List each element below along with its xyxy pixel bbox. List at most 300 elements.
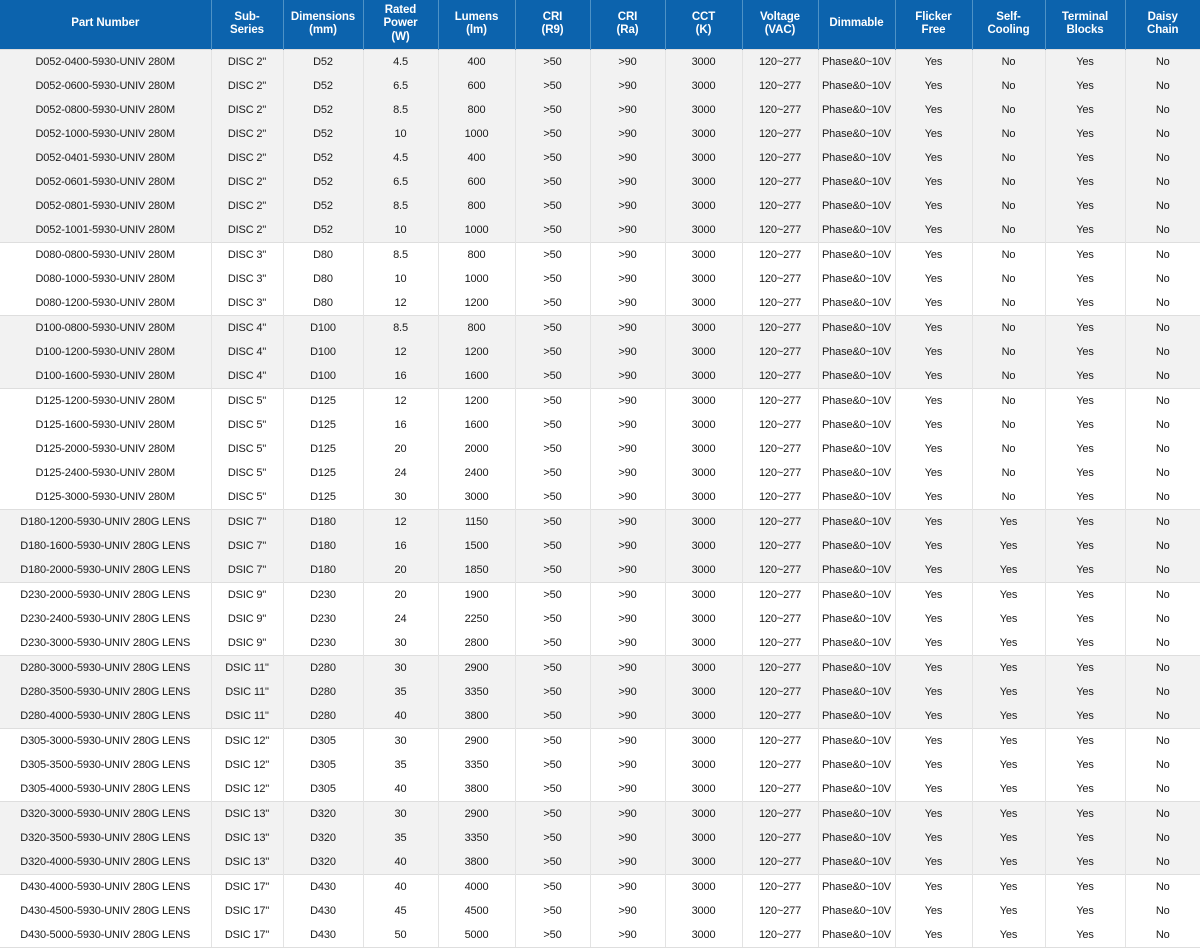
table-row[interactable] [0, 315, 1200, 340]
cell-voltage_vac: 120~277 [742, 242, 818, 267]
column-header-daisy_chain[interactable] [1125, 0, 1200, 49]
column-header-dimensions_mm[interactable] [283, 0, 363, 49]
cell-lumens_lm: 1150 [438, 509, 515, 534]
cell-part_number: D080-0800-5930-UNIV 280M [0, 242, 211, 267]
cell-self_cooling: No [972, 437, 1045, 461]
column-header-line: CRI [617, 10, 638, 23]
cell-lumens_lm: 800 [438, 194, 515, 218]
cell-daisy_chain: No [1125, 509, 1200, 534]
cell-dimensions_mm: D80 [283, 291, 363, 316]
cell-terminal_blocks: Yes [1045, 194, 1125, 218]
cell-voltage_vac: 120~277 [742, 850, 818, 875]
table-row[interactable] [0, 146, 1200, 170]
column-header-cct_k[interactable] [665, 0, 742, 49]
cell-cct_k: 3000 [665, 413, 742, 437]
cell-rated_power_w: 10 [363, 122, 438, 146]
cell-daisy_chain: No [1125, 874, 1200, 899]
table-row[interactable] [0, 461, 1200, 485]
table-row[interactable] [0, 509, 1200, 534]
cell-cri_r9: >50 [515, 218, 590, 243]
cell-cri_ra: >90 [590, 388, 665, 413]
cell-sub_series: DISC 5" [211, 413, 283, 437]
cell-dimmable: Phase&0~10V [818, 899, 895, 923]
cell-dimensions_mm: D280 [283, 680, 363, 704]
cell-lumens_lm: 1200 [438, 291, 515, 316]
table-row[interactable] [0, 194, 1200, 218]
table-row[interactable] [0, 437, 1200, 461]
cell-terminal_blocks: Yes [1045, 704, 1125, 729]
cell-terminal_blocks: Yes [1045, 777, 1125, 802]
cell-dimensions_mm: D52 [283, 146, 363, 170]
cell-dimensions_mm: D125 [283, 485, 363, 510]
cell-voltage_vac: 120~277 [742, 98, 818, 122]
table-row[interactable] [0, 49, 1200, 74]
cell-cri_r9: >50 [515, 534, 590, 558]
cell-terminal_blocks: Yes [1045, 631, 1125, 656]
cell-terminal_blocks: Yes [1045, 364, 1125, 389]
table-row[interactable] [0, 680, 1200, 704]
cell-dimmable: Phase&0~10V [818, 607, 895, 631]
column-header-part_number[interactable] [0, 0, 211, 49]
table-row[interactable] [0, 340, 1200, 364]
cell-sub_series: DISC 5" [211, 437, 283, 461]
table-row[interactable] [0, 826, 1200, 850]
cell-voltage_vac: 120~277 [742, 170, 818, 194]
column-header-voltage_vac[interactable] [742, 0, 818, 49]
table-row[interactable] [0, 923, 1200, 948]
cell-cct_k: 3000 [665, 437, 742, 461]
cell-cri_ra: >90 [590, 582, 665, 607]
cell-sub_series: DSIC 9" [211, 607, 283, 631]
cell-dimmable: Phase&0~10V [818, 340, 895, 364]
cell-dimmable: Phase&0~10V [818, 509, 895, 534]
cell-lumens_lm: 1000 [438, 218, 515, 243]
column-header-line: Terminal [1061, 10, 1109, 23]
cell-daisy_chain: No [1125, 582, 1200, 607]
column-header-line: (mm) [309, 24, 337, 37]
cell-flicker_free: Yes [895, 122, 972, 146]
cell-voltage_vac: 120~277 [742, 122, 818, 146]
table-row[interactable] [0, 582, 1200, 607]
cell-cri_ra: >90 [590, 874, 665, 899]
cell-sub_series: DISC 5" [211, 461, 283, 485]
cell-dimmable: Phase&0~10V [818, 49, 895, 74]
cell-lumens_lm: 600 [438, 170, 515, 194]
cell-sub_series: DSIC 17" [211, 923, 283, 948]
cell-cri_r9: >50 [515, 461, 590, 485]
cell-cri_ra: >90 [590, 753, 665, 777]
column-header-line: Dimensions [290, 10, 356, 23]
cell-part_number: D052-1001-5930-UNIV 280M [0, 218, 211, 243]
cell-daisy_chain: No [1125, 631, 1200, 656]
cell-daisy_chain: No [1125, 461, 1200, 485]
column-header-line: Cooling [987, 24, 1030, 37]
cell-part_number: D052-0801-5930-UNIV 280M [0, 194, 211, 218]
cell-self_cooling: No [972, 194, 1045, 218]
cell-lumens_lm: 3000 [438, 485, 515, 510]
cell-terminal_blocks: Yes [1045, 74, 1125, 98]
cell-flicker_free: Yes [895, 315, 972, 340]
cell-self_cooling: No [972, 218, 1045, 243]
cell-terminal_blocks: Yes [1045, 582, 1125, 607]
cell-rated_power_w: 8.5 [363, 194, 438, 218]
cell-cri_r9: >50 [515, 607, 590, 631]
table-row[interactable] [0, 534, 1200, 558]
cell-dimensions_mm: D80 [283, 267, 363, 291]
cell-terminal_blocks: Yes [1045, 437, 1125, 461]
cell-lumens_lm: 800 [438, 242, 515, 267]
cell-cri_r9: >50 [515, 146, 590, 170]
table-row[interactable] [0, 631, 1200, 656]
cell-part_number: D180-1600-5930-UNIV 280G LENS [0, 534, 211, 558]
cell-lumens_lm: 3800 [438, 704, 515, 729]
table-body [0, 49, 1200, 947]
cell-dimensions_mm: D52 [283, 98, 363, 122]
cell-cri_ra: >90 [590, 777, 665, 802]
cell-dimmable: Phase&0~10V [818, 582, 895, 607]
cell-terminal_blocks: Yes [1045, 291, 1125, 316]
cell-dimmable: Phase&0~10V [818, 388, 895, 413]
cell-rated_power_w: 40 [363, 874, 438, 899]
cell-dimensions_mm: D52 [283, 218, 363, 243]
table-row[interactable] [0, 777, 1200, 802]
column-header-self_cooling[interactable] [972, 0, 1045, 49]
cell-lumens_lm: 5000 [438, 923, 515, 948]
cell-cct_k: 3000 [665, 655, 742, 680]
cell-cri_r9: >50 [515, 704, 590, 729]
cell-daisy_chain: No [1125, 607, 1200, 631]
cell-flicker_free: Yes [895, 607, 972, 631]
cell-dimensions_mm: D52 [283, 194, 363, 218]
cell-lumens_lm: 600 [438, 74, 515, 98]
cell-dimensions_mm: D430 [283, 874, 363, 899]
cell-rated_power_w: 4.5 [363, 146, 438, 170]
cell-part_number: D320-3000-5930-UNIV 280G LENS [0, 801, 211, 826]
cell-voltage_vac: 120~277 [742, 437, 818, 461]
cell-lumens_lm: 1200 [438, 340, 515, 364]
table-row[interactable] [0, 801, 1200, 826]
cell-dimmable: Phase&0~10V [818, 801, 895, 826]
cell-self_cooling: Yes [972, 826, 1045, 850]
table-row[interactable] [0, 242, 1200, 267]
cell-cct_k: 3000 [665, 315, 742, 340]
cell-sub_series: DISC 4" [211, 364, 283, 389]
cell-self_cooling: Yes [972, 558, 1045, 583]
cell-dimensions_mm: D52 [283, 74, 363, 98]
cell-cri_ra: >90 [590, 437, 665, 461]
cell-terminal_blocks: Yes [1045, 485, 1125, 510]
cell-cri_ra: >90 [590, 291, 665, 316]
cell-lumens_lm: 1600 [438, 364, 515, 389]
column-header-flicker_free[interactable] [895, 0, 972, 49]
column-header-line: Blocks [1066, 24, 1104, 37]
cell-cri_r9: >50 [515, 777, 590, 802]
column-header-lumens_lm[interactable] [438, 0, 515, 49]
cell-sub_series: DISC 2" [211, 170, 283, 194]
cell-cct_k: 3000 [665, 291, 742, 316]
cell-dimensions_mm: D52 [283, 170, 363, 194]
cell-cri_ra: >90 [590, 49, 665, 74]
cell-terminal_blocks: Yes [1045, 413, 1125, 437]
cell-flicker_free: Yes [895, 267, 972, 291]
cell-rated_power_w: 40 [363, 850, 438, 875]
cell-self_cooling: No [972, 291, 1045, 316]
cell-cct_k: 3000 [665, 558, 742, 583]
cell-self_cooling: Yes [972, 801, 1045, 826]
table-row[interactable] [0, 98, 1200, 122]
cell-rated_power_w: 24 [363, 607, 438, 631]
cell-cct_k: 3000 [665, 122, 742, 146]
cell-sub_series: DSIC 7" [211, 534, 283, 558]
cell-cct_k: 3000 [665, 146, 742, 170]
cell-sub_series: DSIC 9" [211, 582, 283, 607]
column-header-line: Lumens [454, 10, 499, 23]
cell-terminal_blocks: Yes [1045, 170, 1125, 194]
table-row[interactable] [0, 485, 1200, 510]
table-row[interactable] [0, 388, 1200, 413]
cell-part_number: D125-1200-5930-UNIV 280M [0, 388, 211, 413]
cell-rated_power_w: 16 [363, 534, 438, 558]
cell-voltage_vac: 120~277 [742, 388, 818, 413]
cell-voltage_vac: 120~277 [742, 655, 818, 680]
cell-cri_r9: >50 [515, 49, 590, 74]
cell-dimmable: Phase&0~10V [818, 315, 895, 340]
cell-cri_r9: >50 [515, 655, 590, 680]
column-header-line: Self- [996, 10, 1021, 23]
cell-sub_series: DISC 3" [211, 291, 283, 316]
column-header-line: Flicker [915, 10, 952, 23]
cell-cri_r9: >50 [515, 122, 590, 146]
cell-daisy_chain: No [1125, 194, 1200, 218]
cell-cri_r9: >50 [515, 291, 590, 316]
column-header-line: Daisy [1147, 10, 1178, 23]
cell-dimensions_mm: D125 [283, 413, 363, 437]
cell-terminal_blocks: Yes [1045, 218, 1125, 243]
table-row[interactable] [0, 655, 1200, 680]
cell-voltage_vac: 120~277 [742, 74, 818, 98]
cell-sub_series: DSIC 13" [211, 801, 283, 826]
cell-voltage_vac: 120~277 [742, 558, 818, 583]
cell-daisy_chain: No [1125, 122, 1200, 146]
cell-self_cooling: Yes [972, 850, 1045, 875]
cell-terminal_blocks: Yes [1045, 242, 1125, 267]
cell-cri_r9: >50 [515, 267, 590, 291]
cell-part_number: D052-0401-5930-UNIV 280M [0, 146, 211, 170]
column-header-line: CCT [691, 10, 716, 23]
cell-dimmable: Phase&0~10V [818, 291, 895, 316]
cell-daisy_chain: No [1125, 98, 1200, 122]
cell-self_cooling: No [972, 170, 1045, 194]
table-row[interactable] [0, 874, 1200, 899]
cell-rated_power_w: 35 [363, 826, 438, 850]
cell-voltage_vac: 120~277 [742, 461, 818, 485]
column-header-line: Rated [384, 3, 417, 16]
table-row[interactable] [0, 267, 1200, 291]
cell-rated_power_w: 30 [363, 631, 438, 656]
cell-voltage_vac: 120~277 [742, 194, 818, 218]
cell-lumens_lm: 3350 [438, 826, 515, 850]
cell-daisy_chain: No [1125, 899, 1200, 923]
cell-sub_series: DISC 2" [211, 98, 283, 122]
cell-daisy_chain: No [1125, 340, 1200, 364]
cell-part_number: D052-1000-5930-UNIV 280M [0, 122, 211, 146]
cell-self_cooling: Yes [972, 534, 1045, 558]
column-header-dimmable[interactable] [818, 0, 895, 49]
cell-cct_k: 3000 [665, 704, 742, 729]
cell-cri_ra: >90 [590, 122, 665, 146]
cell-terminal_blocks: Yes [1045, 267, 1125, 291]
cell-rated_power_w: 4.5 [363, 49, 438, 74]
cell-cct_k: 3000 [665, 777, 742, 802]
cell-daisy_chain: No [1125, 388, 1200, 413]
cell-cct_k: 3000 [665, 49, 742, 74]
column-header-rated_power_w[interactable] [363, 0, 438, 49]
cell-sub_series: DSIC 7" [211, 509, 283, 534]
cell-cct_k: 3000 [665, 388, 742, 413]
cell-sub_series: DISC 3" [211, 242, 283, 267]
cell-cct_k: 3000 [665, 826, 742, 850]
cell-terminal_blocks: Yes [1045, 801, 1125, 826]
table-row[interactable] [0, 122, 1200, 146]
table-row[interactable] [0, 607, 1200, 631]
cell-self_cooling: Yes [972, 728, 1045, 753]
column-header-terminal_blocks[interactable] [1045, 0, 1125, 49]
column-header-cri_r9[interactable] [515, 0, 590, 49]
cell-rated_power_w: 35 [363, 680, 438, 704]
cell-cri_ra: >90 [590, 315, 665, 340]
cell-flicker_free: Yes [895, 146, 972, 170]
table-row[interactable] [0, 558, 1200, 583]
table-row[interactable] [0, 728, 1200, 753]
table-row[interactable] [0, 170, 1200, 194]
cell-lumens_lm: 1200 [438, 388, 515, 413]
table-row[interactable] [0, 74, 1200, 98]
cell-cri_r9: >50 [515, 850, 590, 875]
cell-daisy_chain: No [1125, 413, 1200, 437]
cell-lumens_lm: 4000 [438, 874, 515, 899]
cell-daisy_chain: No [1125, 728, 1200, 753]
cell-terminal_blocks: Yes [1045, 655, 1125, 680]
cell-cri_r9: >50 [515, 74, 590, 98]
cell-cri_ra: >90 [590, 558, 665, 583]
table-row[interactable] [0, 704, 1200, 729]
cell-rated_power_w: 45 [363, 899, 438, 923]
cell-flicker_free: Yes [895, 655, 972, 680]
table-row[interactable] [0, 291, 1200, 316]
cell-flicker_free: Yes [895, 558, 972, 583]
cell-dimmable: Phase&0~10V [818, 680, 895, 704]
cell-cri_ra: >90 [590, 534, 665, 558]
cell-part_number: D125-1600-5930-UNIV 280M [0, 413, 211, 437]
cell-cri_ra: >90 [590, 267, 665, 291]
cell-cct_k: 3000 [665, 753, 742, 777]
cell-voltage_vac: 120~277 [742, 267, 818, 291]
cell-cri_r9: >50 [515, 413, 590, 437]
cell-lumens_lm: 800 [438, 315, 515, 340]
cell-terminal_blocks: Yes [1045, 558, 1125, 583]
cell-dimmable: Phase&0~10V [818, 242, 895, 267]
cell-terminal_blocks: Yes [1045, 826, 1125, 850]
cell-dimensions_mm: D125 [283, 437, 363, 461]
cell-daisy_chain: No [1125, 49, 1200, 74]
cell-dimmable: Phase&0~10V [818, 218, 895, 243]
cell-rated_power_w: 30 [363, 485, 438, 510]
cell-cri_ra: >90 [590, 850, 665, 875]
table-row[interactable] [0, 850, 1200, 875]
cell-self_cooling: Yes [972, 923, 1045, 948]
cell-flicker_free: Yes [895, 340, 972, 364]
cell-flicker_free: Yes [895, 413, 972, 437]
cell-voltage_vac: 120~277 [742, 680, 818, 704]
cell-rated_power_w: 16 [363, 364, 438, 389]
cell-dimmable: Phase&0~10V [818, 631, 895, 656]
cell-dimensions_mm: D52 [283, 122, 363, 146]
cell-dimmable: Phase&0~10V [818, 485, 895, 510]
cell-cri_r9: >50 [515, 899, 590, 923]
cell-terminal_blocks: Yes [1045, 728, 1125, 753]
cell-part_number: D305-3000-5930-UNIV 280G LENS [0, 728, 211, 753]
cell-flicker_free: Yes [895, 98, 972, 122]
cell-self_cooling: No [972, 74, 1045, 98]
cell-rated_power_w: 35 [363, 753, 438, 777]
cell-cri_ra: >90 [590, 74, 665, 98]
column-header-cri_ra[interactable] [590, 0, 665, 49]
cell-cri_ra: >90 [590, 728, 665, 753]
cell-terminal_blocks: Yes [1045, 509, 1125, 534]
cell-lumens_lm: 2900 [438, 728, 515, 753]
cell-cri_r9: >50 [515, 98, 590, 122]
cell-cct_k: 3000 [665, 923, 742, 948]
cell-sub_series: DISC 2" [211, 49, 283, 74]
cell-dimensions_mm: D305 [283, 728, 363, 753]
cell-voltage_vac: 120~277 [742, 340, 818, 364]
cell-cct_k: 3000 [665, 98, 742, 122]
cell-voltage_vac: 120~277 [742, 534, 818, 558]
table-row[interactable] [0, 753, 1200, 777]
table-row[interactable] [0, 364, 1200, 389]
table-row[interactable] [0, 899, 1200, 923]
cell-part_number: D430-5000-5930-UNIV 280G LENS [0, 923, 211, 948]
cell-cct_k: 3000 [665, 242, 742, 267]
cell-dimensions_mm: D320 [283, 801, 363, 826]
column-header-sub_series[interactable] [211, 0, 283, 49]
cell-sub_series: DISC 2" [211, 194, 283, 218]
cell-cri_ra: >90 [590, 170, 665, 194]
column-header-line: (VAC) [764, 24, 796, 37]
cell-flicker_free: Yes [895, 388, 972, 413]
cell-rated_power_w: 20 [363, 558, 438, 583]
cell-part_number: D305-4000-5930-UNIV 280G LENS [0, 777, 211, 802]
cell-dimmable: Phase&0~10V [818, 74, 895, 98]
cell-self_cooling: Yes [972, 899, 1045, 923]
cell-daisy_chain: No [1125, 850, 1200, 875]
cell-dimmable: Phase&0~10V [818, 122, 895, 146]
cell-daisy_chain: No [1125, 680, 1200, 704]
cell-cri_ra: >90 [590, 680, 665, 704]
cell-lumens_lm: 2900 [438, 801, 515, 826]
cell-part_number: D125-2400-5930-UNIV 280M [0, 461, 211, 485]
table-row[interactable] [0, 413, 1200, 437]
cell-flicker_free: Yes [895, 74, 972, 98]
cell-lumens_lm: 4500 [438, 899, 515, 923]
cell-cri_ra: >90 [590, 340, 665, 364]
table-row[interactable] [0, 218, 1200, 243]
cell-sub_series: DISC 2" [211, 146, 283, 170]
cell-daisy_chain: No [1125, 655, 1200, 680]
cell-self_cooling: Yes [972, 680, 1045, 704]
cell-terminal_blocks: Yes [1045, 98, 1125, 122]
cell-rated_power_w: 50 [363, 923, 438, 948]
